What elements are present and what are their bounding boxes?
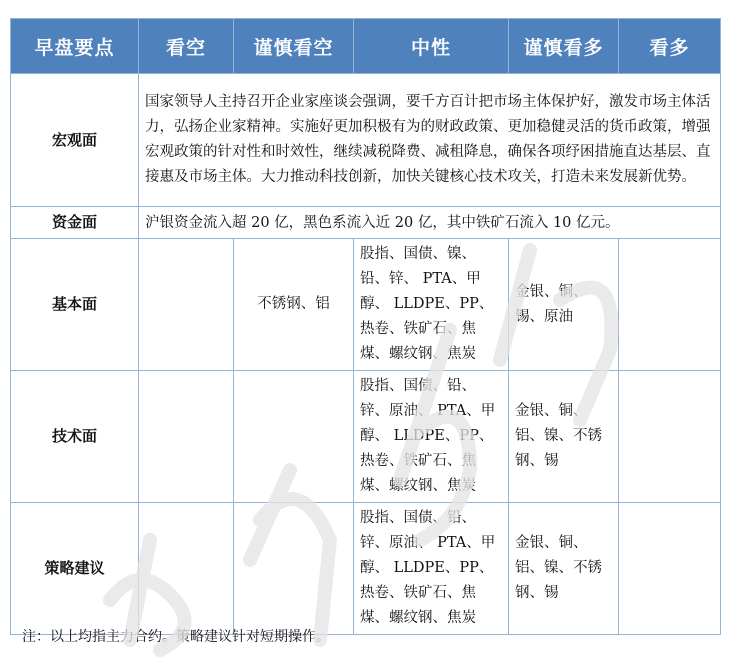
technical-bearish xyxy=(139,371,234,503)
strategy-bullish xyxy=(619,503,721,635)
fundamental-row xyxy=(11,239,721,371)
strategy-neutral: 股指、国债、铅、锌、原油、 PTA、甲醇、 LLDPE、PP、热卷、铁矿石、焦煤、螺纹钢、焦炭 xyxy=(354,503,509,635)
morning-summary-table xyxy=(10,18,721,635)
technical-cautious-bearish xyxy=(234,371,354,503)
strategy-row xyxy=(11,503,721,635)
funds-label: 资金面 xyxy=(11,207,139,239)
technical-bullish xyxy=(619,371,721,503)
macro-row xyxy=(11,74,721,207)
header-cautious-bullish: 谨慎看多 xyxy=(509,19,619,74)
funds-text: 沪银资金流入超 20 亿，黑色系流入近 20 亿，其中铁矿石流入 10 亿元。 xyxy=(139,207,721,239)
fundamental-cautious-bearish: 不锈钢、铝 xyxy=(234,239,354,371)
technical-label: 技术面 xyxy=(11,371,139,503)
strategy-cautious-bullish: 金银、铜、铝、镍、不锈钢、锡 xyxy=(509,503,619,635)
fundamental-cautious-bullish: 金银、铜、锡、原油 xyxy=(509,239,619,371)
footnote: 注：以上均指主力合约。策略建议针对短期操作。 xyxy=(22,629,330,645)
funds-row xyxy=(11,207,721,239)
header-bullish: 看多 xyxy=(619,19,721,74)
header-row xyxy=(11,19,721,74)
fundamental-label: 基本面 xyxy=(11,239,139,371)
strategy-label: 策略建议 xyxy=(11,503,139,635)
strategy-bearish xyxy=(139,503,234,635)
header-neutral: 中性 xyxy=(354,19,509,74)
fundamental-bullish xyxy=(619,239,721,371)
technical-row xyxy=(11,371,721,503)
technical-neutral: 股指、国债、铅、锌、原油、 PTA、甲醇、 LLDPE、PP、热卷、铁矿石、焦煤、螺纹钢、焦炭 xyxy=(354,371,509,503)
fundamental-bearish xyxy=(139,239,234,371)
header-cautious-bearish: 谨慎看空 xyxy=(234,19,354,74)
strategy-cautious-bearish xyxy=(234,503,354,635)
macro-label: 宏观面 xyxy=(11,74,139,207)
header-bearish: 看空 xyxy=(139,19,234,74)
header-key-points: 早盘要点 xyxy=(11,19,139,74)
technical-cautious-bullish: 金银、铜、铝、镍、不锈钢、锡 xyxy=(509,371,619,503)
fundamental-neutral: 股指、国债、镍、铅、锌、 PTA、甲醇、 LLDPE、PP、热卷、铁矿石、焦煤、螺纹钢、焦炭 xyxy=(354,239,509,371)
macro-text: 国家领导人主持召开企业家座谈会强调，要千方百计把市场主体保护好，激发市场主体活力，弘扬企业家精神。实施好更加积极有为的财政政策、更加稳健灵活的货币政策，增强宏观政策的针对性和时效性，继续减税降费、减租降息，确保各项纾困措施直达基层、直接惠及市场主体。大力推动科技创新，加快关键核心技术攻关，打造未来发展新优势。 xyxy=(139,74,721,207)
